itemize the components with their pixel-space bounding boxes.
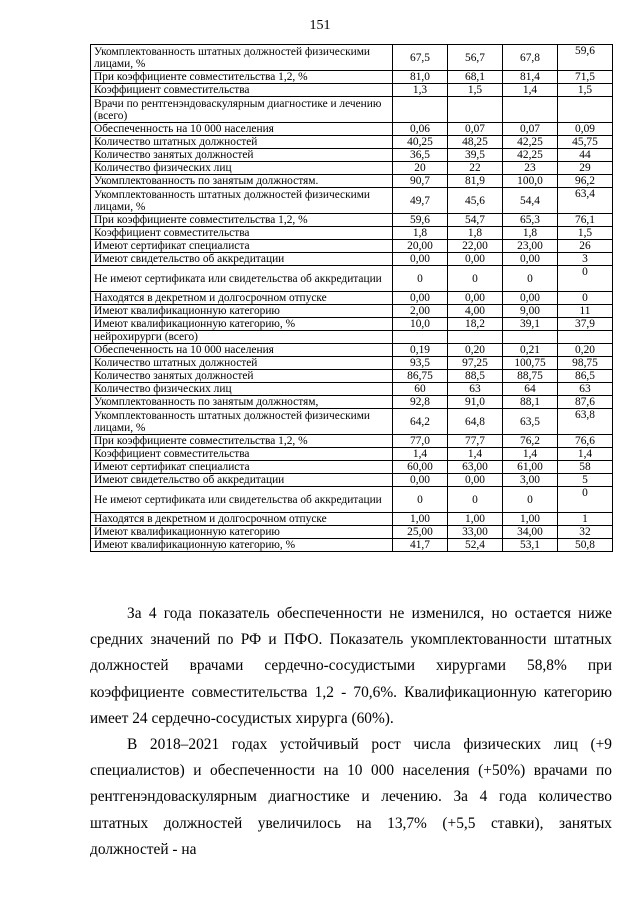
row-label: Коэффициент совместительства	[91, 227, 393, 240]
table-row	[91, 149, 613, 162]
value-cell-2: 1,5	[448, 84, 503, 97]
value-cell-3: 0,07	[503, 123, 558, 136]
value-cell-4: 0	[558, 292, 613, 305]
value-cell-1: 1,3	[393, 84, 448, 97]
value-cell-1: 86,75	[393, 370, 448, 383]
value-cell-1: 25,00	[393, 526, 448, 539]
table-row	[91, 526, 613, 539]
value-cell-2: 88,5	[448, 370, 503, 383]
row-label: Укомплектованность штатных должностей физическими лицами, %	[91, 409, 393, 435]
value-cell-4: 76,1	[558, 214, 613, 227]
table-row	[91, 461, 613, 474]
row-label: Количество занятых должностей	[91, 370, 393, 383]
value-cell-2: 1,4	[448, 448, 503, 461]
paragraph-2: В 2018–2021 годах устойчивый рост числа физических лиц (+9 специалистов) и обеспеченности на 10 000 населения (+50%) врачами по рентгенэндоваскулярным диагностике и лечению. За 4 года количество штатных должностей увеличилось на 13,7% (+5,5 ставки), занятых должностей - на	[90, 736, 612, 858]
value-cell-3: 23,00	[503, 240, 558, 253]
table-row	[91, 240, 613, 253]
value-cell-4: 76,6	[558, 435, 613, 448]
value-cell-4: 3	[558, 253, 613, 266]
table-row	[91, 370, 613, 383]
row-label: При коэффициенте совместительства 1,2, %	[91, 435, 393, 448]
table-row	[91, 331, 613, 344]
table-row	[91, 175, 613, 188]
value-cell-1: 20,00	[393, 240, 448, 253]
value-cell-2: 0,00	[448, 292, 503, 305]
value-cell-2: 33,00	[448, 526, 503, 539]
value-cell-4: 58	[558, 461, 613, 474]
value-cell-4: 11	[558, 305, 613, 318]
table-row	[91, 45, 613, 71]
value-cell-4: 0,20	[558, 344, 613, 357]
value-cell-3	[503, 97, 558, 123]
value-cell-1: 40,25	[393, 136, 448, 149]
value-cell-2: 77,7	[448, 435, 503, 448]
table-row	[91, 344, 613, 357]
value-cell-4: 26	[558, 240, 613, 253]
value-cell-2: 22	[448, 162, 503, 175]
row-label: Количество штатных должностей	[91, 357, 393, 370]
value-cell-4: 0	[558, 266, 613, 292]
table-row	[91, 513, 613, 526]
table-row	[91, 383, 613, 396]
row-label: Обеспеченность на 10 000 населения	[91, 344, 393, 357]
value-cell-1: 41,7	[393, 539, 448, 552]
value-cell-2: 63,00	[448, 461, 503, 474]
value-cell-2: 0	[448, 266, 503, 292]
value-cell-1: 0,06	[393, 123, 448, 136]
row-label: Количество физических лиц	[91, 383, 393, 396]
value-cell-3: 0,00	[503, 292, 558, 305]
value-cell-1: 90,7	[393, 175, 448, 188]
value-cell-1: 49,7	[393, 188, 448, 214]
value-cell-2: 63	[448, 383, 503, 396]
value-cell-3: 0	[503, 266, 558, 292]
value-cell-3: 1,8	[503, 227, 558, 240]
value-cell-1: 93,5	[393, 357, 448, 370]
value-cell-2	[448, 97, 503, 123]
row-label: Укомплектованность по занятым должностям,	[91, 396, 393, 409]
value-cell-4: 71,5	[558, 71, 613, 84]
value-cell-3: 64	[503, 383, 558, 396]
value-cell-2: 91,0	[448, 396, 503, 409]
value-cell-1: 0,19	[393, 344, 448, 357]
value-cell-3: 61,00	[503, 461, 558, 474]
value-cell-4: 96,2	[558, 175, 613, 188]
value-cell-1: 59,6	[393, 214, 448, 227]
value-cell-3: 0,00	[503, 253, 558, 266]
row-label: При коэффициенте совместительства 1,2, %	[91, 214, 393, 227]
table-row	[91, 227, 613, 240]
table-row	[91, 474, 613, 487]
value-cell-4: 0	[558, 487, 613, 513]
value-cell-3: 0,21	[503, 344, 558, 357]
value-cell-3: 1,4	[503, 448, 558, 461]
row-label: Коэффициент совместительства	[91, 84, 393, 97]
value-cell-3: 100,75	[503, 357, 558, 370]
value-cell-4: 1,5	[558, 84, 613, 97]
value-cell-1: 64,2	[393, 409, 448, 435]
table-row	[91, 84, 613, 97]
value-cell-4: 37,9	[558, 318, 613, 331]
row-label: При коэффициенте совместительства 1,2, %	[91, 71, 393, 84]
value-cell-2: 48,25	[448, 136, 503, 149]
value-cell-2: 0	[448, 487, 503, 513]
table-row	[91, 266, 613, 292]
row-label: Имеют свидетельство об аккредитации	[91, 253, 393, 266]
value-cell-4: 86,5	[558, 370, 613, 383]
value-cell-3: 1,4	[503, 84, 558, 97]
value-cell-2: 0,00	[448, 474, 503, 487]
value-cell-4: 32	[558, 526, 613, 539]
value-cell-2: 1,00	[448, 513, 503, 526]
value-cell-3: 63,5	[503, 409, 558, 435]
value-cell-1: 77,0	[393, 435, 448, 448]
value-cell-4	[558, 331, 613, 344]
table-row	[91, 292, 613, 305]
value-cell-2: 0,07	[448, 123, 503, 136]
value-cell-1: 92,8	[393, 396, 448, 409]
value-cell-1: 60	[393, 383, 448, 396]
value-cell-3: 42,25	[503, 136, 558, 149]
value-cell-2: 52,4	[448, 539, 503, 552]
value-cell-2: 0,20	[448, 344, 503, 357]
row-label: Коэффициент совместительства	[91, 448, 393, 461]
row-label: Имеют сертификат специалиста	[91, 461, 393, 474]
table-row	[91, 435, 613, 448]
value-cell-3: 100,0	[503, 175, 558, 188]
value-cell-2: 64,8	[448, 409, 503, 435]
value-cell-2: 81,9	[448, 175, 503, 188]
row-label: Укомплектованность по занятым должностям.	[91, 175, 393, 188]
value-cell-4: 5	[558, 474, 613, 487]
row-label: Находятся в декретном и долгосрочном отпуске	[91, 292, 393, 305]
value-cell-3: 34,00	[503, 526, 558, 539]
value-cell-4: 0,09	[558, 123, 613, 136]
value-cell-2: 22,00	[448, 240, 503, 253]
row-label: Имеют свидетельство об аккредитации	[91, 474, 393, 487]
paragraph-1: За 4 года показатель обеспеченности не изменился, но остается ниже средних значений по РФ и ПФО. Показатель укомплектованности штатных должностей врачами сердечно-сосудистыми хирургами 58,8% при коэффициенте совместительства 1,2 - 70,6%. Квалификационную категорию имеет 24 сердечно-сосудистых хирурга (60%).	[90, 605, 612, 727]
row-label: Находятся в декретном и долгосрочном отпуске	[91, 513, 393, 526]
row-label: Укомплектованность штатных должностей физическими лицами, %	[91, 188, 393, 214]
value-cell-4: 87,6	[558, 396, 613, 409]
table-row	[91, 318, 613, 331]
value-cell-1: 10,0	[393, 318, 448, 331]
table-row	[91, 396, 613, 409]
value-cell-2: 45,6	[448, 188, 503, 214]
value-cell-1: 60,00	[393, 461, 448, 474]
value-cell-2: 56,7	[448, 45, 503, 71]
body-text	[90, 601, 612, 863]
value-cell-3	[503, 331, 558, 344]
table-row	[91, 71, 613, 84]
value-cell-2	[448, 331, 503, 344]
value-cell-4: 44	[558, 149, 613, 162]
value-cell-2: 18,2	[448, 318, 503, 331]
value-cell-1: 1,4	[393, 448, 448, 461]
value-cell-3: 53,1	[503, 539, 558, 552]
value-cell-3: 65,3	[503, 214, 558, 227]
table-row	[91, 188, 613, 214]
value-cell-4: 59,6	[558, 45, 613, 71]
table-row	[91, 487, 613, 513]
value-cell-2: 4,00	[448, 305, 503, 318]
value-cell-4: 1,5	[558, 227, 613, 240]
value-cell-3: 1,00	[503, 513, 558, 526]
row-label: Имеют сертификат специалиста	[91, 240, 393, 253]
value-cell-4: 63,8	[558, 409, 613, 435]
page-number: 151	[309, 18, 331, 33]
value-cell-1	[393, 97, 448, 123]
value-cell-3: 54,4	[503, 188, 558, 214]
value-cell-3: 9,00	[503, 305, 558, 318]
staffing-table-body	[91, 45, 613, 552]
row-label: Количество физических лиц	[91, 162, 393, 175]
row-label: Не имеют сертификата или свидетельства об аккредитации	[91, 487, 393, 513]
value-cell-3: 39,1	[503, 318, 558, 331]
table-row	[91, 539, 613, 552]
value-cell-1: 67,5	[393, 45, 448, 71]
row-label: Имеют квалификационную категорию	[91, 305, 393, 318]
value-cell-3: 67,8	[503, 45, 558, 71]
value-cell-3: 81,4	[503, 71, 558, 84]
value-cell-1: 1,00	[393, 513, 448, 526]
table-row	[91, 357, 613, 370]
value-cell-4: 63	[558, 383, 613, 396]
value-cell-1: 0,00	[393, 253, 448, 266]
table-row	[91, 97, 613, 123]
value-cell-4: 45,75	[558, 136, 613, 149]
value-cell-4: 63,4	[558, 188, 613, 214]
value-cell-2: 0,00	[448, 253, 503, 266]
value-cell-4: 98,75	[558, 357, 613, 370]
value-cell-3: 3,00	[503, 474, 558, 487]
row-label: Врачи по рентгенэндоваскулярным диагностике и лечению (всего)	[91, 97, 393, 123]
row-label: нейрохирурги (всего)	[91, 331, 393, 344]
value-cell-2: 39,5	[448, 149, 503, 162]
table-row	[91, 136, 613, 149]
value-cell-1: 0	[393, 266, 448, 292]
value-cell-2: 54,7	[448, 214, 503, 227]
row-label: Укомплектованность штатных должностей физическими лицами, %	[91, 45, 393, 71]
row-label: Имеют квалификационную категорию	[91, 526, 393, 539]
value-cell-3: 23	[503, 162, 558, 175]
row-label: Имеют квалификационную категорию, %	[91, 318, 393, 331]
value-cell-4: 1	[558, 513, 613, 526]
row-label: Количество занятых должностей	[91, 149, 393, 162]
staffing-table	[90, 44, 613, 552]
row-label: Имеют квалификационную категорию, %	[91, 539, 393, 552]
value-cell-3: 42,25	[503, 149, 558, 162]
value-cell-1: 0,00	[393, 474, 448, 487]
value-cell-2: 1,8	[448, 227, 503, 240]
value-cell-4	[558, 97, 613, 123]
table-row	[91, 305, 613, 318]
value-cell-3: 76,2	[503, 435, 558, 448]
value-cell-1: 81,0	[393, 71, 448, 84]
row-label: Не имеют сертификата или свидетельства об аккредитации	[91, 266, 393, 292]
value-cell-3: 0	[503, 487, 558, 513]
row-label: Обеспеченность на 10 000 населения	[91, 123, 393, 136]
value-cell-2: 68,1	[448, 71, 503, 84]
value-cell-1: 36,5	[393, 149, 448, 162]
value-cell-2: 97,25	[448, 357, 503, 370]
table-row	[91, 448, 613, 461]
value-cell-4: 1,4	[558, 448, 613, 461]
value-cell-1: 1,8	[393, 227, 448, 240]
table-row	[91, 214, 613, 227]
value-cell-3: 88,75	[503, 370, 558, 383]
value-cell-4: 29	[558, 162, 613, 175]
value-cell-1: 0	[393, 487, 448, 513]
table-row	[91, 253, 613, 266]
value-cell-4: 50,8	[558, 539, 613, 552]
value-cell-1: 20	[393, 162, 448, 175]
table-row	[91, 162, 613, 175]
table-row	[91, 123, 613, 136]
value-cell-1: 0,00	[393, 292, 448, 305]
table-row	[91, 409, 613, 435]
value-cell-3: 88,1	[503, 396, 558, 409]
row-label: Количество штатных должностей	[91, 136, 393, 149]
value-cell-1: 2,00	[393, 305, 448, 318]
value-cell-1	[393, 331, 448, 344]
